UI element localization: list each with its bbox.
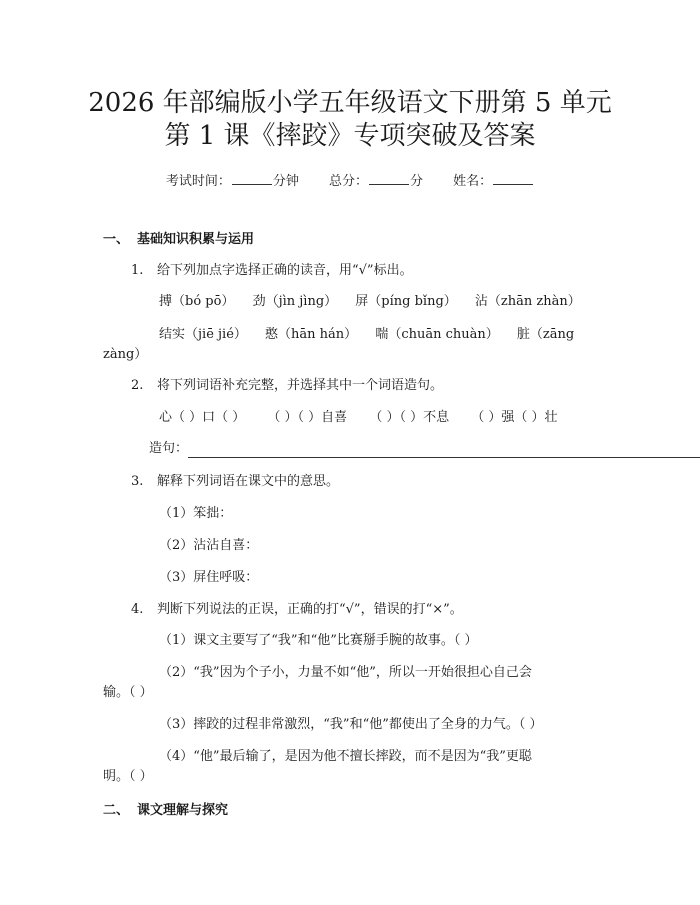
exam-info-row (0, 170, 700, 189)
student-name-field (453, 174, 534, 189)
pinyin-option[interactable]: 憨（hān hán） (265, 327, 358, 342)
q3-item-2[interactable]: （2）沾沾自喜： (159, 538, 259, 553)
q1-pinyin-row2 (159, 326, 588, 344)
document-title-line2: 第 1 课《摔跤》专项突破及答案 (164, 121, 536, 151)
question-4-prompt: 判断下列说法的正误，正确的打“√”，错误的打“×”。 (157, 602, 463, 617)
pinyin-option[interactable]: 搏（bó pō） (159, 294, 235, 309)
section1-title: 基础知识积累与运用 (137, 232, 255, 247)
total-score-field (329, 174, 427, 189)
pinyin-option[interactable]: 喘（chuān chuàn） (375, 327, 499, 342)
question-3-prompt: 解释下列词语在课文中的意思。 (157, 474, 340, 489)
question-3-number: 3. (131, 474, 144, 489)
total-score-unit: 分 (410, 174, 424, 189)
q4-item-4[interactable]: （4）“他”最后输了，是因为他不擅长摔跤，而不是因为“我”更聪 (159, 749, 532, 764)
idiom-fill-item[interactable]: （ ）（ ）自喜 (267, 410, 348, 425)
question-1-prompt: 给下列加点字选择正确的读音，用“√”标出。 (157, 263, 413, 278)
pinyin-option[interactable]: 劲（jìn jìng） (252, 294, 338, 309)
question-2-prompt: 将下列词语补充完整，并选择其中一个词语造句。 (157, 378, 444, 393)
section1-number: 一、 (103, 232, 130, 247)
q4-item-4-wrap[interactable]: 明。（ ） (103, 769, 153, 784)
q4-item-2[interactable]: （2）“我”因为个子小，力量不如“他”，所以一开始很担心自己会 (159, 665, 532, 680)
question-1-number: 1. (131, 263, 144, 278)
pinyin-option[interactable]: 结实（jiē jié） (159, 327, 247, 342)
q4-item-2-wrap[interactable]: 输。（ ） (103, 685, 153, 700)
q2-sentence-row (149, 440, 700, 458)
q3-item-3[interactable]: （3）屏住呼吸： (159, 570, 259, 585)
section2-number: 二、 (103, 803, 130, 818)
total-score-label: 总分： (328, 174, 368, 189)
question-4-number: 4. (131, 602, 144, 617)
q1-pinyin-row2-wrap: zàng） (103, 347, 148, 362)
q4-item-3[interactable]: （3）摔跤的过程非常激烈，“我”和“他”都使出了全身的力气。（ ） (159, 717, 543, 732)
idiom-fill-item[interactable]: （ ）强（ ）壮 (471, 410, 558, 425)
sentence-answer-line[interactable] (188, 443, 700, 458)
question-4 (131, 601, 463, 619)
sentence-label: 造句： (149, 441, 189, 456)
pinyin-option[interactable]: 屏（píng bǐng） (355, 294, 457, 309)
exam-time-field (166, 174, 303, 189)
idiom-fill-item[interactable]: 心（ ）口（ ） (159, 410, 246, 425)
q4-item-1[interactable]: （1）课文主要写了“我”和“他”比赛掰手腕的故事。（ ） (159, 633, 478, 648)
exam-time-blank[interactable] (232, 172, 272, 185)
document-title-line1: 2026 年部编版小学五年级语文下册第 5 单元 (88, 88, 612, 118)
q3-item-1[interactable]: （1）笨拙： (159, 506, 233, 521)
pinyin-option[interactable]: 脏（zāng (516, 327, 575, 342)
section2-title: 课文理解与探究 (137, 803, 229, 818)
section1-heading (103, 231, 254, 249)
q2-fill-row (159, 409, 575, 427)
idiom-fill-item[interactable]: （ ）（ ）不息 (369, 410, 450, 425)
exam-time-unit: 分钟 (272, 174, 299, 189)
question-1 (131, 262, 413, 280)
total-score-blank[interactable] (369, 172, 409, 185)
section2-heading (103, 802, 228, 820)
question-3 (131, 473, 339, 491)
q1-pinyin-row1 (159, 293, 595, 311)
student-name-label: 姓名： (453, 174, 493, 189)
student-name-blank[interactable] (493, 172, 533, 185)
pinyin-option[interactable]: 沾（zhān zhàn） (474, 294, 581, 309)
exam-time-label: 考试时间： (165, 174, 231, 189)
question-2-number: 2. (131, 378, 144, 393)
question-2 (131, 377, 443, 395)
